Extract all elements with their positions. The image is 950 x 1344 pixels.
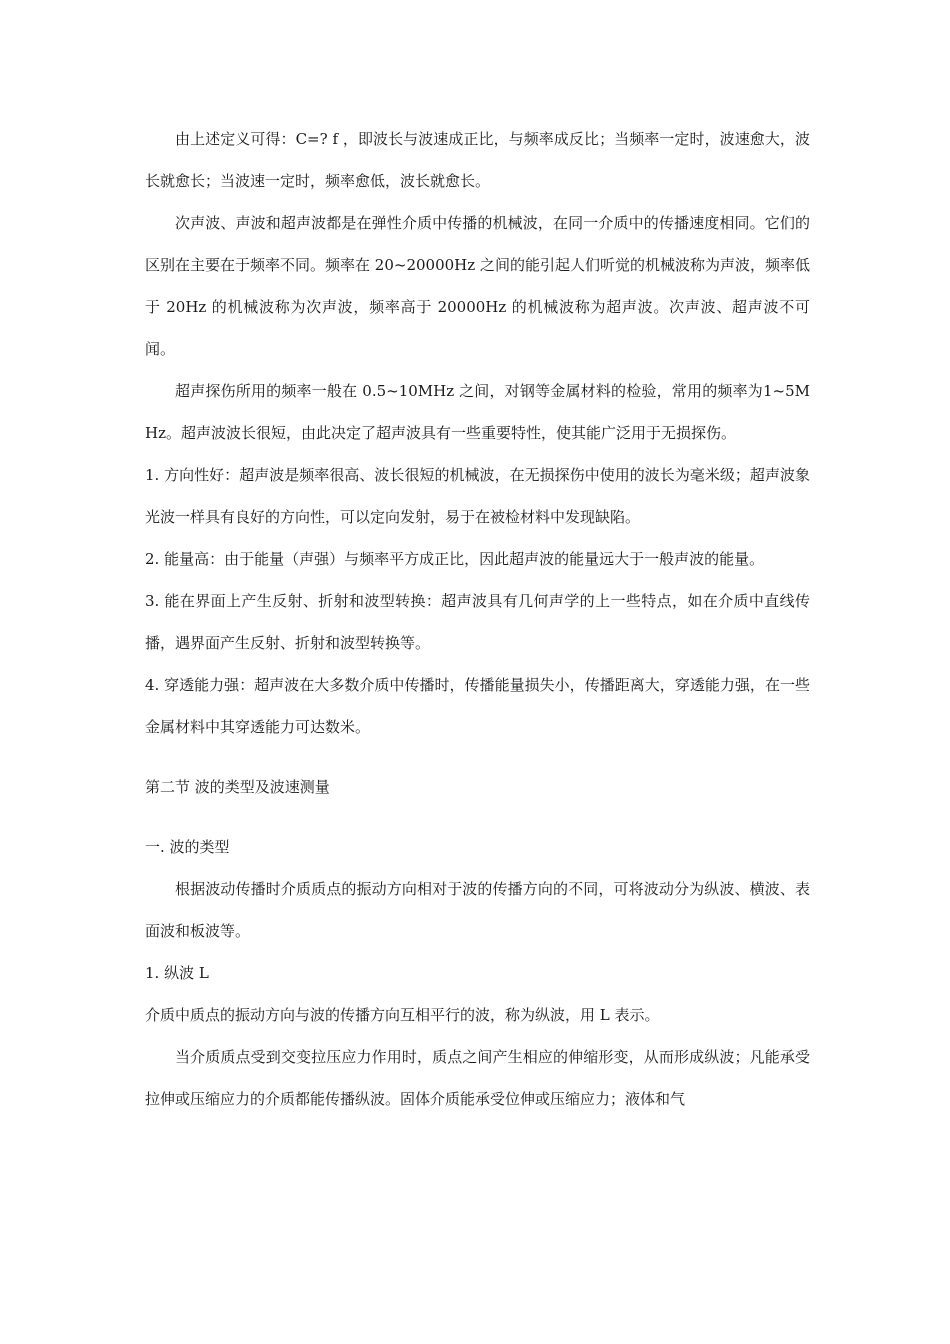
list-item-longitudinal-wave: 1. 纵波 L bbox=[145, 964, 209, 982]
list-item-reflection-refraction: 3. 能在界面上产生反射、折射和波型转换：超声波具有几何声学的上一些特点，如在介质中直线传播，遇界面产生反射、折射和波型转换等。 bbox=[145, 592, 810, 652]
document-page bbox=[145, 118, 810, 1120]
paragraph-longitudinal-definition: 介质中质点的振动方向与波的传播方向互相平行的波，称为纵波，用 L 表示。 bbox=[145, 1006, 660, 1024]
paragraph-longitudinal-formation: 当介质质点受到交变拉压应力作用时，质点之间产生相应的伸缩形变，从而形成纵波；凡能承受拉伸或压缩应力的介质都能传播纵波。固体介质能承受位伸或压缩应力；液体和气 bbox=[145, 1048, 810, 1108]
section-title: 第二节 波的类型及波速测量 bbox=[145, 778, 330, 796]
subsection-title: 一. 波的类型 bbox=[145, 838, 230, 856]
list-item-penetration: 4. 穿透能力强：超声波在大多数介质中传播时，传播能量损失小，传播距离大，穿透能力强，在一些金属材料中其穿透能力可达数米。 bbox=[145, 676, 810, 736]
paragraph-sound-types: 次声波、声波和超声波都是在弹性介质中传播的机械波，在同一介质中的传播速度相同。它们的区别在主要在于频率不同。频率在 20~20000Hz 之间的能引起人们听觉的机械波称为声波，频率低于 20Hz 的机械波称为次声波，频率高于 20000Hz 的机械波称为超声波。次声波、超声波不可闻。 bbox=[145, 214, 810, 358]
paragraph-frequency-wavelength: 由上述定义可得：C=? f ，即波长与波速成正比，与频率成反比；当频率一定时，波速愈大，波长就愈长；当波速一定时，频率愈低，波长就愈长。 bbox=[145, 130, 810, 190]
paragraph-ultrasonic-frequency: 超声探伤所用的频率一般在 0.5~10MHz 之间，对钢等金属材料的检验，常用的频率为1~5MHz。超声波波长很短，由此决定了超声波具有一些重要特性，使其能广泛用于无损探伤。 bbox=[145, 382, 810, 442]
paragraph-wave-classification: 根据波动传播时介质质点的振动方向相对于波的传播方向的不同，可将波动分为纵波、横波、表面波和板波等。 bbox=[145, 880, 810, 940]
list-item-high-energy: 2. 能量高：由于能量（声强）与频率平方成正比，因此超声波的能量远大于一般声波的能量。 bbox=[145, 550, 765, 568]
list-item-directionality: 1. 方向性好：超声波是频率很高、波长很短的机械波，在无损探伤中使用的波长为毫米级；超声波象光波一样具有良好的方向性，可以定向发射，易于在被检材料中发现缺陷。 bbox=[145, 466, 810, 526]
